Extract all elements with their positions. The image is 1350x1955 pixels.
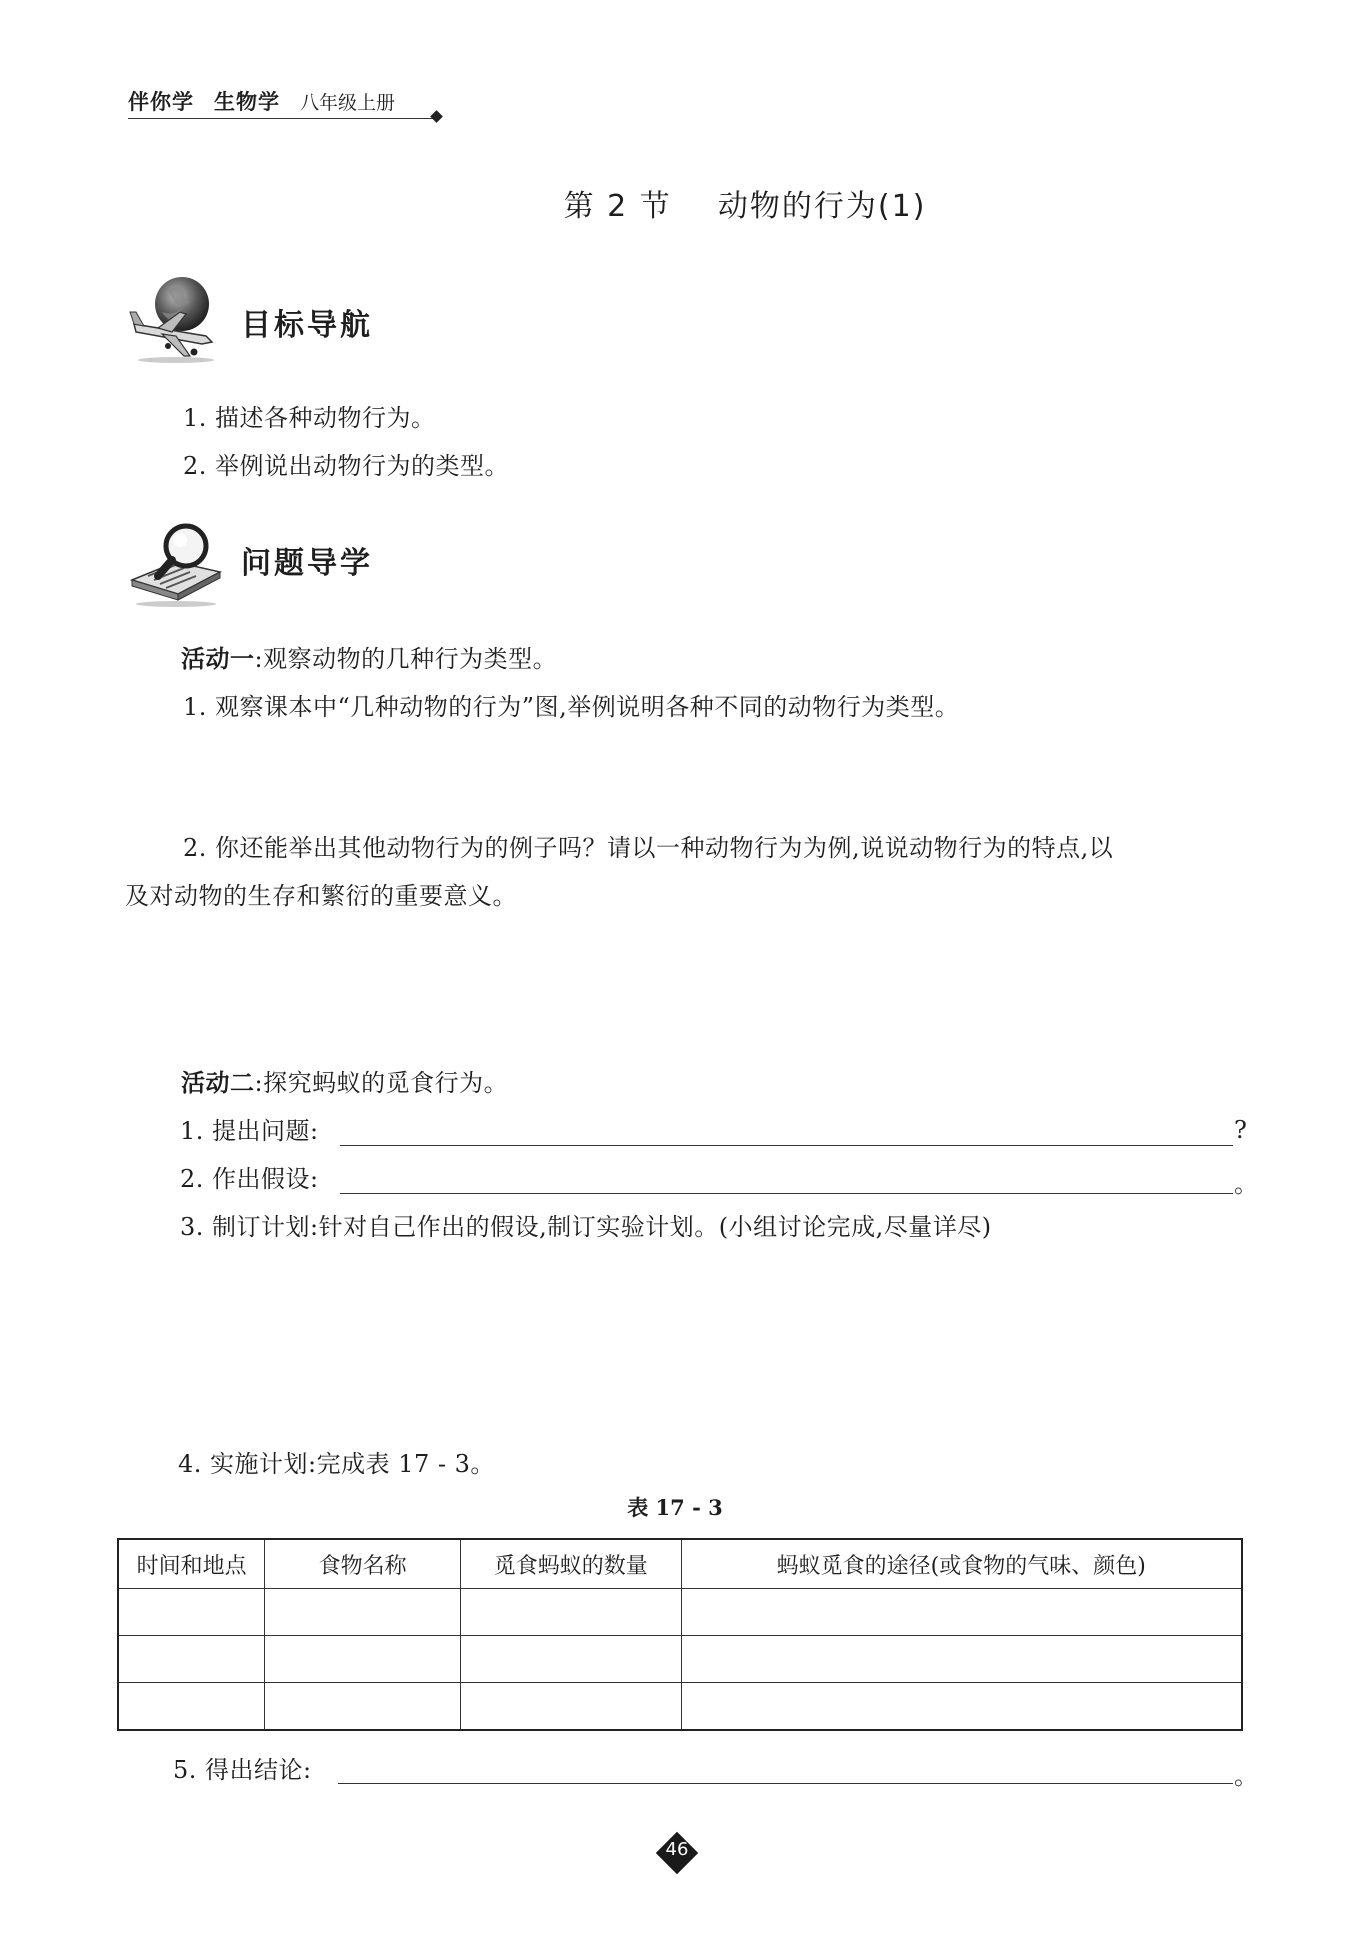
goal-item-1: 1. 描述各种动物行为。	[183, 404, 436, 432]
header-subject: 生物学	[214, 90, 280, 114]
activity-1-label: 活动一	[181, 645, 255, 673]
globe-airplane-icon	[128, 272, 224, 364]
magnifier-book-icon	[128, 518, 224, 610]
table-cell[interactable]	[265, 1636, 461, 1683]
table-header-foraging-route: 蚂蚁觅食的途径(或食物的气味、颜色)	[681, 1539, 1242, 1589]
activity-2-heading	[181, 1063, 508, 1098]
activity-2-title: :探究蚂蚁的觅食行为。	[254, 1069, 509, 1097]
question-end-mark: ?	[1234, 1116, 1248, 1144]
activity-1-question-2-line-1: 2. 你还能举出其他动物行为的例子吗？请以一种动物行为为例,说说动物行为的特点,以	[183, 834, 1114, 862]
section-heading-questions: 问题导学	[241, 546, 373, 581]
table-cell[interactable]	[681, 1636, 1242, 1683]
running-header	[128, 86, 395, 116]
table-cell[interactable]	[118, 1683, 265, 1731]
table-cell[interactable]	[118, 1589, 265, 1636]
table-header-time-place: 时间和地点	[118, 1539, 265, 1589]
header-diamond	[430, 110, 443, 123]
table-row	[118, 1636, 1242, 1683]
hypothesis-end-mark: 。	[1234, 1170, 1259, 1198]
header-series: 伴你学	[128, 90, 194, 114]
page-number: 46	[665, 1839, 689, 1860]
activity-1-question-2-line-2: 及对动物的生存和繁衍的重要意义。	[125, 882, 517, 910]
question-answer-line[interactable]	[340, 1145, 1233, 1146]
table-caption: 表 17 - 3	[627, 1495, 723, 1520]
table-cell[interactable]	[681, 1589, 1242, 1636]
table-cell[interactable]	[460, 1589, 681, 1636]
section-heading-goals: 目标导航	[241, 308, 373, 343]
table-header-ant-count: 觅食蚂蚁的数量	[460, 1539, 681, 1589]
activity-1-heading	[181, 639, 557, 674]
header-rule	[128, 118, 440, 119]
conclusion-label: 5. 得出结论:	[173, 1756, 312, 1784]
activity-1-title: :观察动物的几种行为类型。	[254, 645, 558, 673]
ant-foraging-table	[117, 1538, 1243, 1731]
table-header-row	[118, 1539, 1242, 1589]
goal-item-2: 2. 举例说出动物行为的类型。	[183, 452, 510, 480]
header-grade: 八年级上册	[300, 92, 396, 114]
table-cell[interactable]	[118, 1636, 265, 1683]
hypothesis-answer-line[interactable]	[340, 1193, 1233, 1194]
table-cell[interactable]	[681, 1683, 1242, 1731]
hypothesis-label: 2. 作出假设:	[180, 1165, 319, 1193]
question-label: 1. 提出问题:	[180, 1117, 319, 1145]
table-cell[interactable]	[265, 1683, 461, 1731]
table-row	[118, 1589, 1242, 1636]
table-row	[118, 1683, 1242, 1731]
page-title: 第 2 节 动物的行为(1)	[563, 189, 927, 224]
plan-question: 3. 制订计划:针对自己作出的假设,制订实验计划。(小组讨论完成,尽量详尽)	[180, 1213, 992, 1241]
conclusion-end-mark: 。	[1234, 1762, 1259, 1790]
activity-2-label: 活动二	[181, 1069, 255, 1097]
implement-question: 4. 实施计划:完成表 17 - 3。	[178, 1450, 495, 1478]
conclusion-answer-line[interactable]	[338, 1783, 1233, 1784]
table-cell[interactable]	[265, 1589, 461, 1636]
activity-1-question-1: 1. 观察课本中“几种动物的行为”图,举例说明各种不同的动物行为类型。	[183, 693, 960, 721]
table-cell[interactable]	[460, 1636, 681, 1683]
table-cell[interactable]	[460, 1683, 681, 1731]
table-header-food-name: 食物名称	[265, 1539, 461, 1589]
